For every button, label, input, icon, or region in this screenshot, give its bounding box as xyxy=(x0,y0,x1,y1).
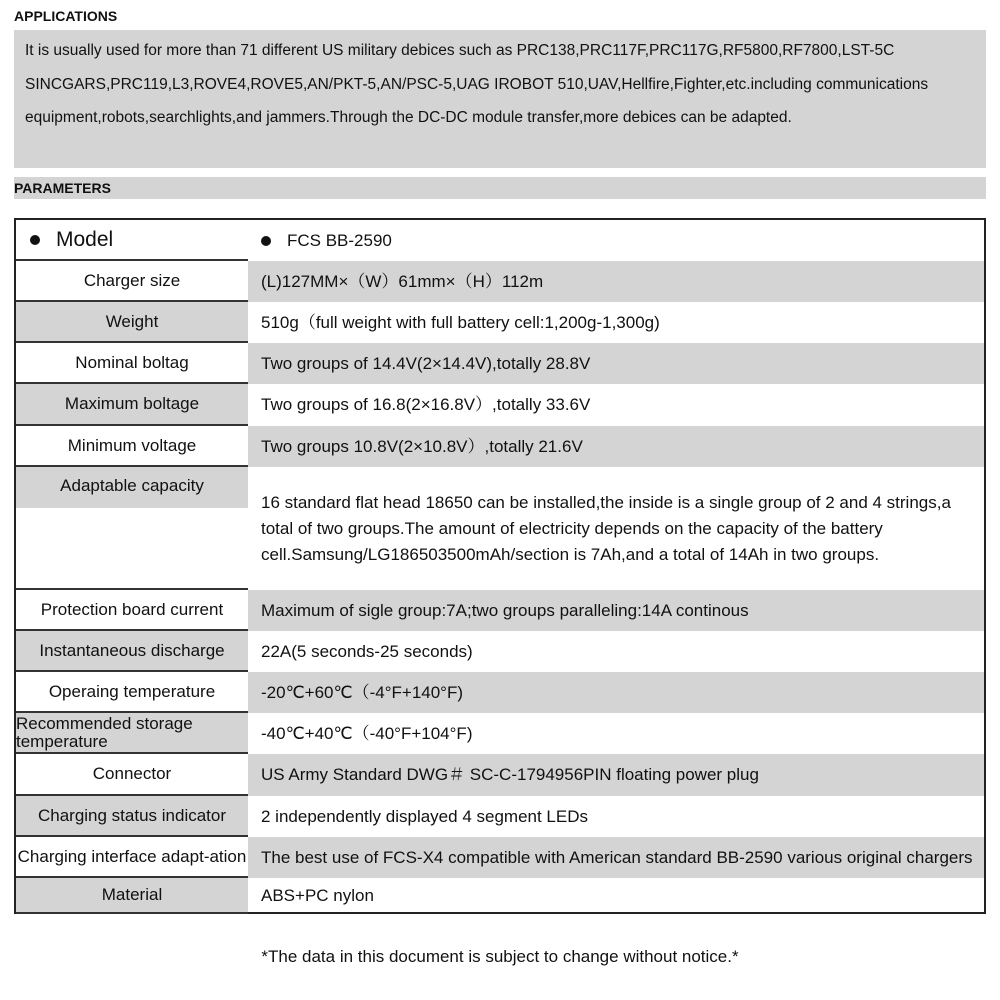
param-label: Weight xyxy=(105,311,159,331)
table-row xyxy=(16,261,984,302)
param-value: Two groups of 16.8(2×16.8V）,totally 33.6V xyxy=(261,395,591,414)
table-row xyxy=(16,837,984,878)
param-value: ABS+PC nylon xyxy=(261,886,374,905)
param-value: (L)127MM×（W）61mm×（H）112m xyxy=(248,261,984,302)
parameters-table xyxy=(14,218,986,914)
table-row xyxy=(16,754,984,796)
param-label: Instantaneous discharge xyxy=(39,640,225,660)
param-label: Charger size xyxy=(83,270,181,290)
param-label: Adaptable capacity xyxy=(60,476,204,495)
param-value: Two groups of 14.4V(2×14.4V),totally 28.8V xyxy=(248,343,984,384)
bullet-icon xyxy=(261,236,271,246)
table-row xyxy=(16,672,984,713)
applications-text: It is usually used for more than 71 different US military debices such as PRC138,PRC117F,PRC117G,RF5800,RF7800,LST-5C SINCGARS,PRC119,L3,ROVE4,ROVE5,AN/PKT-5,AN/PSC-5,UAG IROBOT 510,UAV,Hellfire,Fighter,etc.including communications equipment,robots,searchlights,and jammers.Through the DC-DC module transfer,more debices can be adapted. xyxy=(14,30,986,168)
table-row xyxy=(16,343,984,384)
param-label: Operaing temperature xyxy=(48,681,216,701)
table-row xyxy=(16,878,984,914)
table-row xyxy=(16,796,984,837)
table-row xyxy=(16,631,984,672)
model-value: FCS BB-2590 xyxy=(287,230,392,250)
parameters-heading: PARAMETERS xyxy=(14,180,111,196)
footer-note: *The data in this document is subject to change without notice.* xyxy=(261,947,739,966)
param-label: Charging interface adapt-ation xyxy=(17,846,247,866)
table-row xyxy=(16,713,984,754)
model-label: Model xyxy=(56,227,114,251)
table-row-model xyxy=(16,220,984,261)
parameters-bar xyxy=(14,177,986,199)
param-value: 510g（full weight with full battery cell:1,200g-1,300g) xyxy=(261,312,660,332)
param-label: Connector xyxy=(92,764,172,783)
param-value: 22A(5 seconds-25 seconds) xyxy=(261,641,473,661)
param-label: Protection board current xyxy=(40,599,224,619)
param-label: Nominal boltag xyxy=(75,352,189,372)
param-label: Charging status indicator xyxy=(37,805,227,825)
param-label: Recommended storage temperature xyxy=(16,713,193,751)
param-value: Maximum of sigle group:7A;two groups paralleling:14A continous xyxy=(248,590,984,631)
table-row xyxy=(16,590,984,631)
table-row xyxy=(16,384,984,426)
bullet-icon xyxy=(30,235,40,245)
table-row xyxy=(16,426,984,467)
applications-heading: APPLICATIONS xyxy=(14,8,118,24)
param-value: -20℃+60℃（-4°F+140°F) xyxy=(248,672,984,713)
table-row xyxy=(16,302,984,343)
param-value: 16 standard flat head 18650 can be installed,the inside is a single group of 2 and 4 strings,a total of two groups.The amount of electricity depends on the capacity of the battery cell.Samsung/LG186503500mAh/section is 7Ah,and a total of 14Ah in two groups. xyxy=(261,492,951,564)
param-value: The best use of FCS-X4 compatible with American standard BB-2590 various original chargers xyxy=(248,837,984,878)
table-row xyxy=(16,467,984,590)
param-label: Minimum voltage xyxy=(67,435,197,455)
param-value: Two groups 10.8V(2×10.8V）,totally 21.6V xyxy=(248,426,984,467)
param-value: -40℃+40℃（-40°F+104°F) xyxy=(261,723,473,743)
param-value: US Army Standard DWG＃ SC-C-1794956PIN floating power plug xyxy=(248,754,984,796)
param-value: 2 independently displayed 4 segment LEDs xyxy=(261,806,588,826)
param-label: Maximum boltage xyxy=(64,394,200,413)
param-label: Material xyxy=(101,885,163,904)
